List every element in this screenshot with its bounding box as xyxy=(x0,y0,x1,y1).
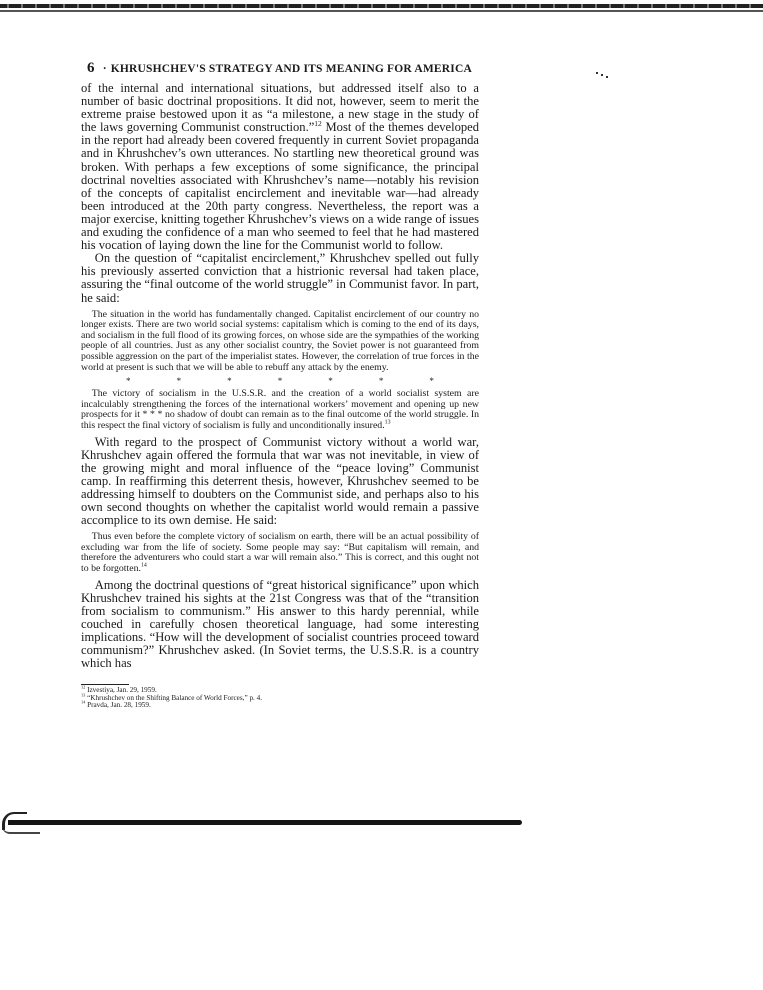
footnote-number: 14 xyxy=(81,700,86,706)
scan-artifact-tail xyxy=(2,826,40,834)
star: * xyxy=(176,376,182,387)
footnote-text: “Khrushchev on the Shifting Balance of World Forces,” p. 4. xyxy=(87,693,263,702)
star: * xyxy=(429,376,434,387)
footnote-number: 12 xyxy=(81,684,86,690)
star: * xyxy=(378,376,384,387)
footnote-14 xyxy=(81,702,479,710)
paragraph-2: On the question of “capitalist encirclement,” Khrushchev spelled out fully his previously asserted conviction that a histrionic reversal had taken place, assuring the “final outcome of the world struggle” in Communist favor. In part, he said: xyxy=(81,251,479,305)
footnote-ref-12: 12 xyxy=(314,119,322,129)
star: * xyxy=(126,376,131,387)
star: * xyxy=(227,376,232,387)
header-separator: · xyxy=(102,63,107,75)
footnote-text: Izvestiya, Jan. 29, 1959. xyxy=(87,686,157,695)
scan-artifact-bar xyxy=(8,820,522,825)
scan-speck xyxy=(596,72,610,78)
page-number: 6 xyxy=(87,60,95,76)
page-body xyxy=(81,82,479,710)
paragraph-4: Among the doctrinal questions of “great historical significance” upon which Khrushchev trained his sights at the 21st Congress was that of the “transition from socialism to communism.” His answer to this hardy perennial, while couched in carefully chosen theoretical language, had some interesting implications. “How will the development of socialist countries proceed toward communism?” Khrushchev asked. (In Soviet terms, the U.S.S.R. is a country which has xyxy=(81,577,479,671)
running-title: KHRUSHCHEV'S STRATEGY AND ITS MEANING FOR AMERICA xyxy=(110,63,472,75)
footnote-ref-14: 14 xyxy=(140,562,147,569)
block-quote-3 xyxy=(81,532,479,574)
running-header xyxy=(87,60,487,78)
paragraph-1-rest: Most of the themes developed in the report had already been covered frequently in current Soviet propaganda and in Khrushchev’s own utterances. No startling new theoretical ground was broken. With perhaps a few exceptions of some significance, the principal doctrinal novelties associated with Khrushchev’s name—notably his revision of the concepts of capitalist encirclement and inevitable war—had already been introduced at the 20th party congress. Nevertheless, the report was a major exercise, knitting together Khrushchev’s views on a wide range of issues and exuding the confidence of a man who seemed to feel that he had mastered his vocation of laying down the line for the Communist world to follow. xyxy=(81,120,479,253)
block-quote-1: The situation in the world has fundamentally changed. Capitalist encirclement of our country no longer exists. There are two world social systems: capitalism which is coming to the end of its days, and socialism in the full flood of its growing forces, on whose side are the sympathies of the working people of all countries. Just as any other socialist country, the Soviet power is not guaranteed from possible aggression on the part of the imperialist states. However, the correlation of true forces in the world at present is such that we will be able to rebuff any attack by the enemy. xyxy=(81,308,479,373)
paragraph-3: With regard to the prospect of Communist victory without a world war, Khrushchev again offered the formula that war was not inevitable, in view of the growing might and moral influence of the “peace loving” Communist camp. In reaffirming this deterrent thesis, however, Khrushchev seemed to be addressing himself to doubters on the Communist side, and perhaps also to his own second thoughts on whether the capitalist world would remain a passive accomplice to its own demise. He said: xyxy=(81,434,479,528)
block-quote-2-text: The victory of socialism in the U.S.S.R. and the creation of a world socialist system are incalculably strengthening the forces of the international workers’ movement and opening up new prospects for it * * * no shadow of doubt can remain as to the final outcome of the world struggle. In this respect the final victory of socialism is fully and unconditionally insured. xyxy=(81,388,479,431)
paragraph-1 xyxy=(81,82,479,252)
scan-edge-top xyxy=(0,4,763,8)
star: * xyxy=(328,376,333,387)
footnote-number: 13 xyxy=(81,692,86,698)
paragraph-1-text: of the internal and international situations, but addressed itself also to a number of basic doctrinal propositions. It did not, however, seem to merit the extreme praise bestowed upon it as “a milestone, a new stage in the study of the laws governing Communist construction.” xyxy=(81,81,479,135)
footnote-text: Pravda, Jan. 28, 1959. xyxy=(87,701,151,710)
ellipsis-stars xyxy=(81,377,479,387)
star: * xyxy=(277,376,283,387)
block-quote-2 xyxy=(81,389,479,431)
block-quote-3-text: Thus even before the complete victory of socialism on earth, there will be an actual possibility of excluding war from the life of society. Some people may say: “But capitalism will remain, and therefore the adventurers who could start a war will remain also.” This is correct, and this ought not to be forgotten. xyxy=(81,531,479,574)
scan-edge-line xyxy=(0,10,763,12)
footnote-ref-13: 13 xyxy=(384,419,391,426)
